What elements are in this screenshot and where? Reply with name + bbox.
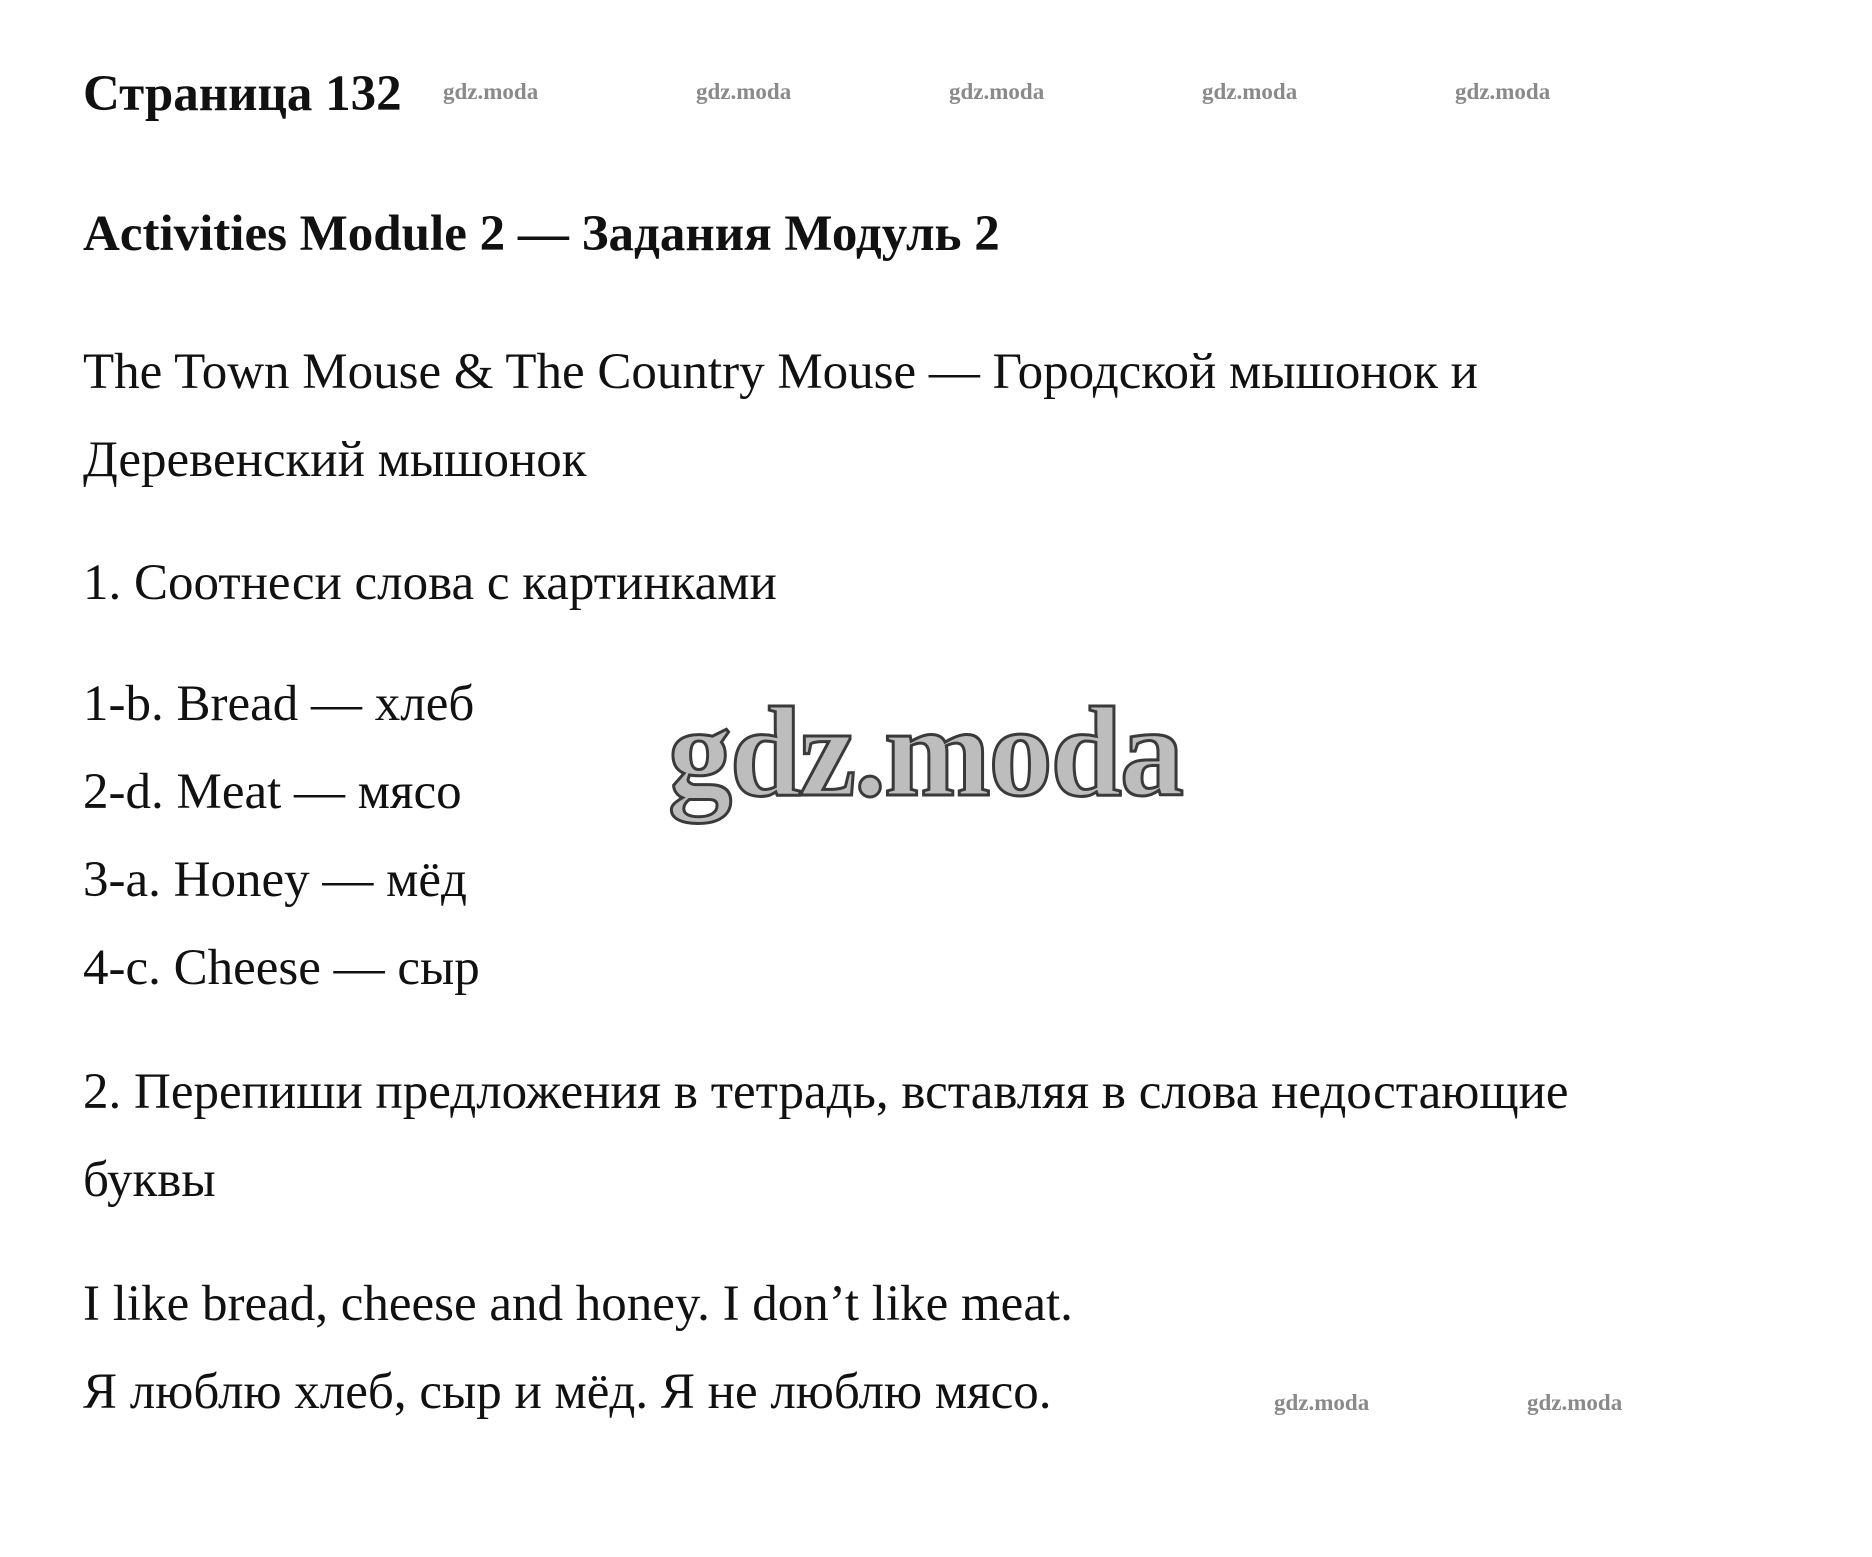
section-title: Activities Module 2 — Задания Модуль 2 (83, 206, 1000, 262)
story-title-line: The Town Mouse & The Country Mouse — Городской мышонок и (83, 344, 1478, 400)
watermark: gdz.moda (443, 79, 539, 104)
sentence-english: I like bread, cheese and honey. I don’t like meat. (83, 1276, 1073, 1332)
watermark: gdz.moda (949, 79, 1045, 104)
page-title: Страница 132 (83, 66, 402, 122)
sentence-russian: Я люблю хлеб, сыр и мёд. Я не люблю мясо. (83, 1364, 1052, 1420)
story-title-line: Деревенский мышонок (83, 432, 587, 488)
task-heading: 2. Перепиши предложения в тетрадь, вставляя в слова недостающие (83, 1064, 1569, 1120)
answer-line: 2-d. Meat — мясо (83, 764, 462, 820)
watermark-logo: gdz.moda (668, 681, 1182, 823)
watermark: gdz.moda (1202, 79, 1298, 104)
task-heading: буквы (83, 1152, 216, 1208)
task-heading: 1. Соотнеси слова с картинками (83, 555, 777, 611)
answer-line: 1-b. Bread — хлеб (83, 676, 475, 732)
watermark: gdz.moda (1274, 1390, 1370, 1415)
watermark: gdz.moda (696, 79, 792, 104)
answer-line: 4-c. Cheese — сыр (83, 940, 480, 996)
watermark: gdz.moda (1527, 1390, 1623, 1415)
answer-line: 3-a. Honey — мёд (83, 852, 467, 908)
watermark: gdz.moda (1455, 79, 1551, 104)
